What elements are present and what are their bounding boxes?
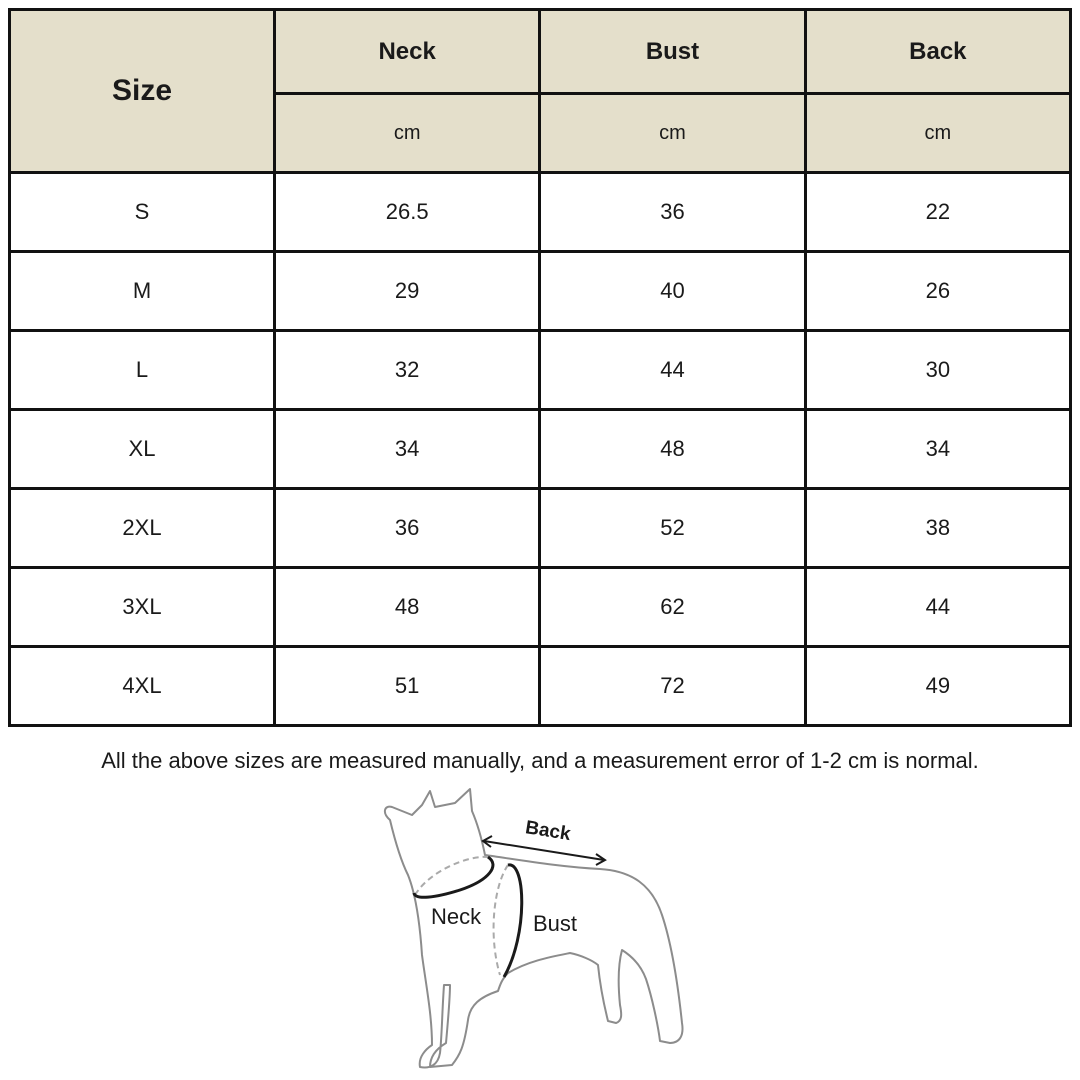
table-row [10, 568, 1071, 647]
size-cell: L [10, 331, 275, 410]
neck-cell: 26.5 [275, 173, 540, 252]
back-cell: 34 [805, 410, 1070, 489]
measurement-note: All the above sizes are measured manually, and a measurement error of 1-2 cm is normal. [101, 748, 979, 773]
back-unit: cm [805, 94, 1070, 173]
size-cell: 2XL [10, 489, 275, 568]
neck-cell: 29 [275, 252, 540, 331]
back-cell: 49 [805, 647, 1070, 726]
size-cell: M [10, 252, 275, 331]
table-row [10, 410, 1071, 489]
bust-cell: 72 [540, 647, 805, 726]
table-row [10, 489, 1071, 568]
size-cell: 3XL [10, 568, 275, 647]
neck-ring-front [414, 857, 493, 897]
bust-header: Bust [540, 10, 805, 94]
bust-cell: 36 [540, 173, 805, 252]
neck-ring-back [415, 857, 488, 895]
bust-cell: 48 [540, 410, 805, 489]
back-cell: 22 [805, 173, 1070, 252]
neck-cell: 32 [275, 331, 540, 410]
table-row [10, 173, 1071, 252]
back-cell: 38 [805, 489, 1070, 568]
neck-cell: 36 [275, 489, 540, 568]
back-cell: 44 [805, 568, 1070, 647]
neck-unit: cm [275, 94, 540, 173]
neck-label: Neck [431, 904, 482, 929]
neck-header: Neck [275, 10, 540, 94]
size-header: Size [10, 10, 275, 173]
table-row [10, 647, 1071, 726]
table-row [10, 252, 1071, 331]
bust-label: Bust [533, 911, 578, 936]
bust-ring-front [504, 865, 522, 977]
size-cell: 4XL [10, 647, 275, 726]
neck-cell: 51 [275, 647, 540, 726]
bust-cell: 44 [540, 331, 805, 410]
size-cell: XL [10, 410, 275, 489]
back-cell: 26 [805, 252, 1070, 331]
back-cell: 30 [805, 331, 1070, 410]
dog-outline-illustration [360, 785, 720, 1075]
back-label: Back [523, 817, 573, 846]
back-header: Back [805, 10, 1070, 94]
header-row [10, 10, 1071, 94]
neck-cell: 34 [275, 410, 540, 489]
bust-cell: 40 [540, 252, 805, 331]
bust-unit: cm [540, 94, 805, 173]
dog-measurement-diagram [360, 785, 720, 1075]
bust-cell: 62 [540, 568, 805, 647]
bust-cell: 52 [540, 489, 805, 568]
size-chart-table [8, 8, 1072, 727]
bust-ring-back [494, 865, 508, 975]
size-cell: S [10, 173, 275, 252]
neck-cell: 48 [275, 568, 540, 647]
table-row [10, 331, 1071, 410]
